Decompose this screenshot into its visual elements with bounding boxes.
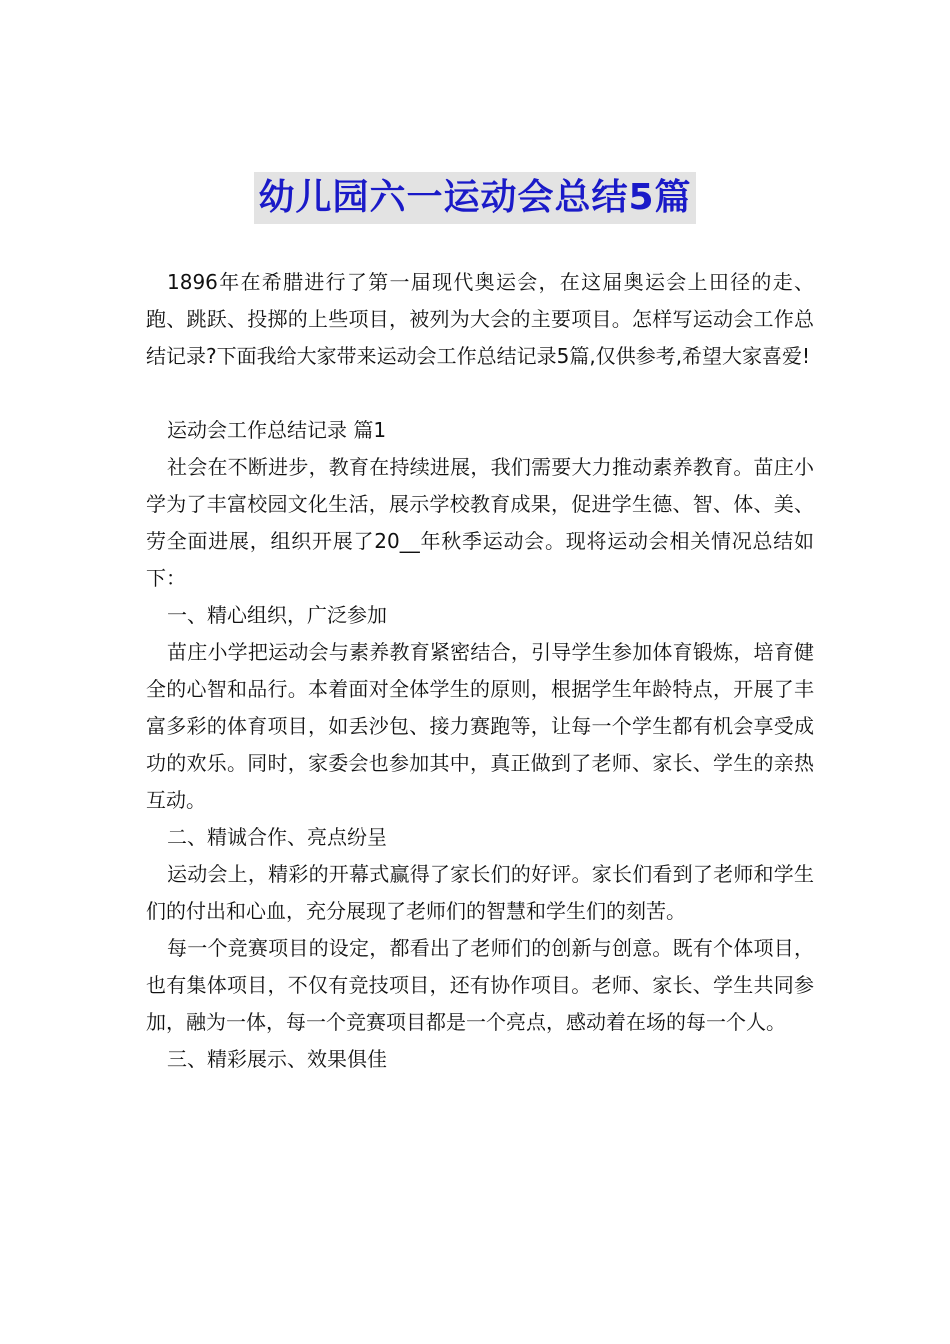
subsection-heading: 二、精诚合作、亮点纷呈 [167, 825, 387, 849]
title-block [0, 172, 950, 224]
intro-paragraph: 1896年在希腊进行了第一届现代奥运会，在这届奥运会上田径的走、跑、跳跃、投掷的上些项目，被列为大会的主要项目。怎样写运动会工作总结记录?下面我给大家带来运动会工作总结记录5篇,仅供参考,希望大家喜爱! [146, 270, 814, 368]
document-body [146, 264, 814, 1078]
subsection-heading: 一、精心组织，广泛参加 [167, 603, 387, 627]
body-paragraph: 社会在不断进步，教育在持续进展，我们需要大力推动素养教育。苗庄小学为了丰富校园文化生活，展示学校教育成果，促进学生德、智、体、美、劳全面进展，组织开展了20__年秋季运动会。现将运动会相关情况总结如下： [146, 455, 814, 590]
section-heading-article-1: 运动会工作总结记录 篇1 [167, 418, 387, 442]
body-paragraph: 苗庄小学把运动会与素养教育紧密结合，引导学生参加体育锻炼，培育健全的心智和品行。本着面对全体学生的原则，根据学生年龄特点，开展了丰富多彩的体育项目，如丢沙包、接力赛跑等，让每一个学生都有机会享受成功的欢乐。同时，家委会也参加其中，真正做到了老师、家长、学生的亲热互动。 [146, 640, 814, 812]
subsection-heading: 三、精彩展示、效果俱佳 [167, 1047, 387, 1071]
document-title: 幼儿园六一运动会总结5篇 [254, 172, 695, 224]
body-paragraph: 每一个竞赛项目的设定，都看出了老师们的创新与创意。既有个体项目，也有集体项目，不仅有竞技项目，还有协作项目。老师、家长、学生共同参加，融为一体，每一个竞赛项目都是一个亮点，感动着在场的每一个人。 [146, 936, 814, 1034]
body-paragraph: 运动会上，精彩的开幕式赢得了家长们的好评。家长们看到了老师和学生们的付出和心血，充分展现了老师们的智慧和学生们的刻苦。 [146, 862, 814, 923]
